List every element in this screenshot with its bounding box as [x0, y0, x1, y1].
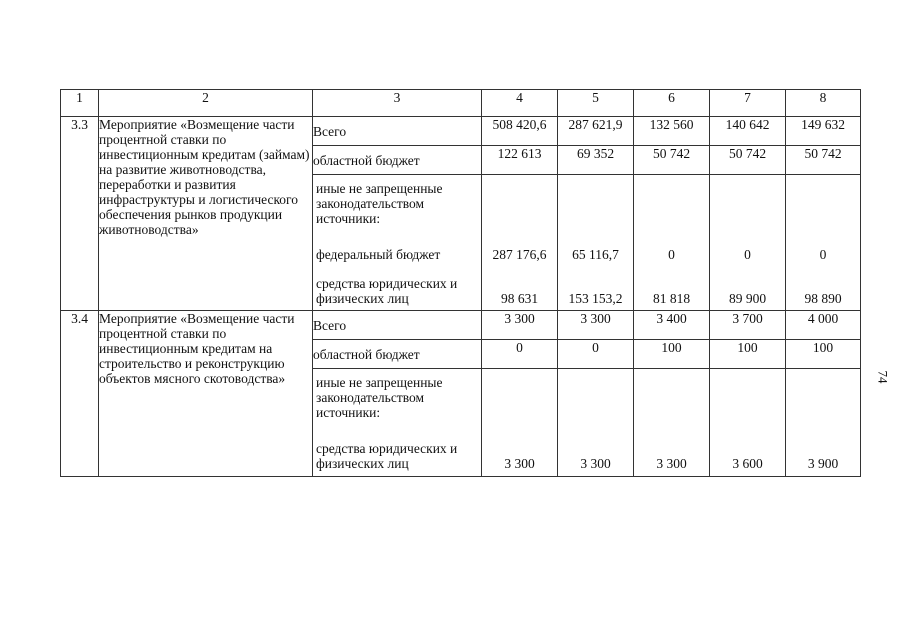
value-cell	[634, 175, 710, 311]
value-cell	[710, 175, 786, 311]
legal-label: средства юридических и физических лиц	[316, 441, 458, 471]
budget-table	[60, 89, 861, 477]
header-cell: 4	[482, 90, 558, 117]
legal-value: 98 890	[804, 291, 842, 306]
legal-value: 3 900	[807, 456, 839, 471]
legal-value: 3 300	[580, 456, 611, 471]
legal-value: 81 818	[652, 291, 691, 306]
header-cell: 6	[634, 90, 710, 117]
source-label: Всего	[313, 311, 482, 340]
header-cell: 5	[558, 90, 634, 117]
value-cell: 100	[710, 340, 786, 369]
value-cell	[558, 369, 634, 477]
value-cell	[482, 369, 558, 477]
legal-value: 153 153,2	[568, 291, 623, 306]
value-cell: 100	[634, 340, 710, 369]
table-row	[61, 117, 861, 146]
federal-value: 0	[668, 247, 675, 262]
source-label: областной бюджет	[313, 146, 482, 175]
row-number: 3.3	[61, 117, 99, 311]
federal-value: 65 116,7	[572, 247, 619, 262]
value-cell: 0	[482, 340, 558, 369]
value-cell: 140 642	[710, 117, 786, 146]
legal-value: 3 300	[656, 456, 687, 471]
legal-value: 98 631	[500, 291, 539, 306]
federal-value: 287 176,6	[492, 247, 547, 262]
header-cell: 8	[786, 90, 861, 117]
value-cell: 508 420,6	[482, 117, 558, 146]
measure-name: Мероприятие «Возмещение части процентной ставки по инвестиционным кредитам (займам) на развитие животноводства, переработки и развития инфраструктуры и логистического обеспечения рынков продукции животноводства»	[99, 117, 313, 311]
value-cell: 3 300	[482, 311, 558, 340]
header-row	[61, 90, 861, 117]
value-cell: 122 613	[482, 146, 558, 175]
header-cell: 7	[710, 90, 786, 117]
value-cell: 50 742	[634, 146, 710, 175]
value-cell	[786, 175, 861, 311]
federal-label: федеральный бюджет	[316, 247, 441, 262]
row-number: 3.4	[61, 311, 99, 477]
value-cell: 69 352	[558, 146, 634, 175]
value-cell: 4 000	[786, 311, 861, 340]
value-cell	[482, 175, 558, 311]
legal-label: средства юридических и физических лиц	[316, 276, 458, 306]
value-cell: 3 300	[558, 311, 634, 340]
value-cell: 50 742	[786, 146, 861, 175]
value-cell: 3 700	[710, 311, 786, 340]
measure-name: Мероприятие «Возмещение части процентной ставки по инвестиционным кредитам на строительство и реконструкцию объектов мясного скотоводства»	[99, 311, 313, 477]
other-sources-label: иные не запрещенные законодательством источники:	[316, 375, 443, 420]
legal-value: 89 900	[728, 291, 767, 306]
source-cell	[313, 369, 482, 477]
value-cell	[634, 369, 710, 477]
legal-value: 3 300	[504, 456, 535, 471]
value-cell	[558, 175, 634, 311]
federal-value: 0	[819, 247, 827, 262]
source-label: Всего	[313, 117, 482, 146]
header-cell: 1	[61, 90, 99, 117]
value-cell	[710, 369, 786, 477]
legal-value: 3 600	[732, 456, 763, 471]
header-cell: 2	[99, 90, 313, 117]
page-number: 74	[875, 370, 891, 384]
federal-value: 0	[744, 247, 751, 262]
value-cell	[786, 369, 861, 477]
value-cell: 100	[786, 340, 861, 369]
source-cell	[313, 175, 482, 311]
value-cell: 132 560	[634, 117, 710, 146]
value-cell: 3 400	[634, 311, 710, 340]
header-cell: 3	[313, 90, 482, 117]
other-sources-label: иные не запрещенные законодательством источники:	[316, 181, 443, 226]
value-cell: 0	[558, 340, 634, 369]
value-cell: 149 632	[786, 117, 861, 146]
value-cell: 287 621,9	[558, 117, 634, 146]
table-row	[61, 311, 861, 340]
source-label: областной бюджет	[313, 340, 482, 369]
value-cell: 50 742	[710, 146, 786, 175]
